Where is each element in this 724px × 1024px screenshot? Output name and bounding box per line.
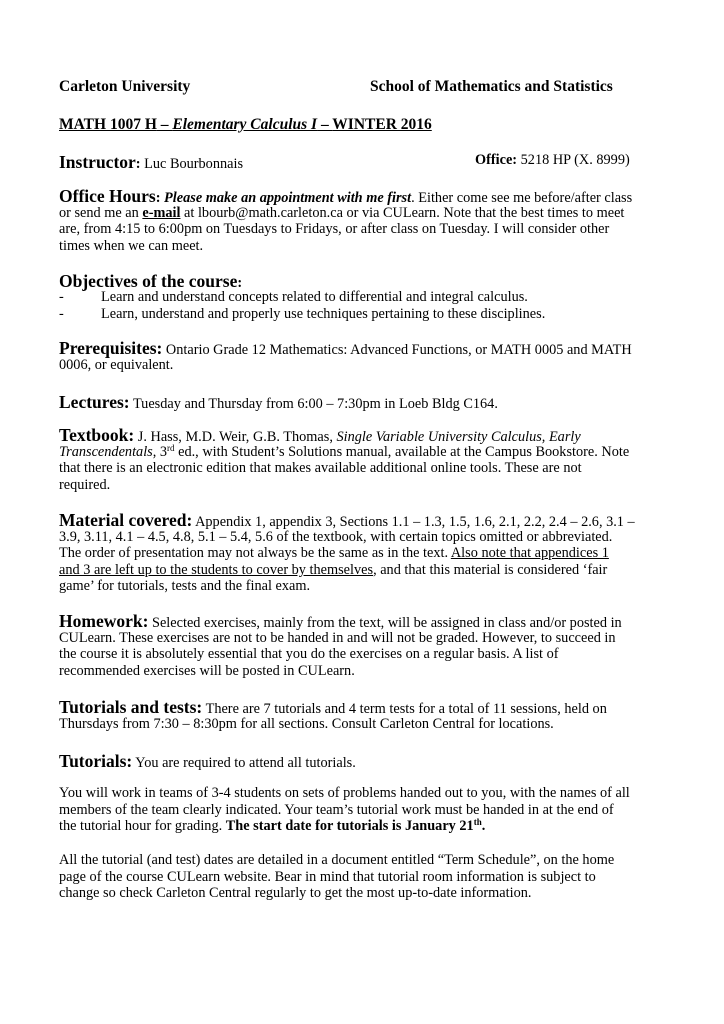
textbook-title: Single Variable University Calculus, Early xyxy=(336,429,581,445)
instructor-name: Luc Bourbonnais xyxy=(140,156,244,172)
course-term: WINTER 2016 xyxy=(332,116,432,133)
prerequisites-line-1 xyxy=(59,340,639,357)
tutorials-tests-label: Tutorials and tests: xyxy=(59,697,203,717)
material-line-4 xyxy=(59,562,639,579)
prerequisites-label: Prerequisites: xyxy=(59,338,163,358)
homework-label: Homework: xyxy=(59,611,149,631)
appendix-note: and 3 are left up to the students to cover by themselves xyxy=(59,561,374,578)
material-line-2: 3.9, 3.11, 4.1 – 4.5, 4.8, 5.1 – 5.4, 5.6 of the textbook, with certain topics omitted or abbreviated. xyxy=(59,528,613,545)
lectures-text: Tuesday and Thursday from 6:00 – 7:30pm in Loeb Bldg C164. xyxy=(129,396,498,412)
textbook-line-4: required. xyxy=(59,476,111,493)
textbook-line-2 xyxy=(59,444,639,461)
prerequisites-text: Ontario Grade 12 Mathematics: Advanced Functions, or MATH 0005 and MATH xyxy=(162,342,632,358)
lectures-label: Lectures: xyxy=(59,392,130,412)
material-label: Material covered: xyxy=(59,510,193,530)
textbook-section xyxy=(59,427,639,493)
textbook-title: Transcendentals xyxy=(59,443,153,460)
objective-item-2: Learn, understand and properly use techniques pertaining to these disciplines. xyxy=(101,306,546,322)
label-colon: : xyxy=(135,156,141,172)
teams-line-2: members of the team clearly indicated. Your team’s tutorial work must be handed in at the end of xyxy=(59,801,614,818)
email-link[interactable]: e-mail xyxy=(142,204,181,221)
office-line xyxy=(475,152,630,169)
appointment-note: Please make an appointment with me first xyxy=(160,190,412,206)
office-hours-text: or send me an xyxy=(59,204,143,221)
objective-bullet: - xyxy=(59,306,64,322)
tutorials-text: You are required to attend all tutorials. xyxy=(132,755,356,771)
tutorials-tests-text: There are 7 tutorials and 4 term tests for a total of 11 sessions, held on xyxy=(202,701,607,717)
homework-section xyxy=(59,613,639,679)
teams-line-1: You will work in teams of 3-4 students on sets of problems handed out to you, with the names of all xyxy=(59,785,630,801)
office-value: 5218 HP (X. 8999) xyxy=(517,152,630,168)
date-superscript: th xyxy=(473,817,482,828)
tutorials-schedule-paragraph xyxy=(59,852,639,902)
office-hours-line-1 xyxy=(59,188,639,205)
tutorials-tests-line-2: Thursdays from 7:30 – 8:30pm for all sections. Consult Carleton Central for locations. xyxy=(59,715,554,732)
homework-line-4: recommended exercises will be posted in CULearn. xyxy=(59,662,355,679)
objective-bullet: - xyxy=(59,289,64,305)
homework-line-1 xyxy=(59,613,639,630)
office-label: Office: xyxy=(475,152,518,168)
textbook-text: , 3 xyxy=(152,443,168,460)
title-dash: – xyxy=(317,116,333,133)
label-colon: : xyxy=(155,190,161,206)
textbook-text: ed., with Student’s Solutions manual, available at the Campus Bookstore. Note xyxy=(174,443,630,460)
homework-line-3: the course it is absolutely essential that you do the exercises on a regular basis. A list of xyxy=(59,646,559,663)
textbook-label: Textbook: xyxy=(59,425,135,445)
office-hours-line-3: are, from 4:15 to 6:00pm on Tuesdays to Fridays, or after class on Tuesday. I will consider other xyxy=(59,221,610,238)
material-line-5: game’ for tutorials, tests and the final exam. xyxy=(59,578,311,595)
textbook-authors: J. Hass, M.D. Weir, G.B. Thomas, xyxy=(134,429,337,445)
course-title xyxy=(59,116,432,134)
material-text: The order of presentation may not always be the same as in the text. xyxy=(59,545,451,562)
material-section xyxy=(59,512,639,595)
course-name: Elementary Calculus I xyxy=(172,116,318,133)
title-dash: – xyxy=(156,116,173,133)
lectures-section xyxy=(59,392,498,413)
homework-line-2: CULearn. These exercises are not to be handed in and will not be graded. However, to succeed in xyxy=(59,629,616,646)
schedule-line-2: page of the course CULearn website. Bear in mind that tutorial room information is subject to xyxy=(59,868,596,885)
schedule-line-3: change so check Carleton Central regularly to get the most up-to-date information. xyxy=(59,885,532,902)
office-hours-section xyxy=(59,188,639,254)
university-name: Carleton University xyxy=(59,78,191,95)
teams-line-3 xyxy=(59,818,639,835)
start-date-period: . xyxy=(481,818,486,835)
material-line-3 xyxy=(59,545,639,562)
tutorials-teams-paragraph xyxy=(59,785,639,835)
objective-item-1: Learn and understand concepts related to differential and integral calculus. xyxy=(101,289,528,305)
instructor-label: Instructor xyxy=(59,152,136,172)
tutorials-section xyxy=(59,751,356,772)
course-code: MATH 1007 H xyxy=(59,116,157,133)
homework-text: Selected exercises, mainly from the text, will be assigned in class and/or posted in xyxy=(148,615,622,631)
tutorials-tests-line-1 xyxy=(59,699,639,716)
office-hours-label: Office Hours xyxy=(59,186,156,206)
tutorials-tests-section xyxy=(59,699,639,732)
prerequisites-line-2: 0006, or equivalent. xyxy=(59,356,174,373)
office-hours-text: . Either come see me before/after class xyxy=(411,190,633,206)
material-text: , and that this material is considered ‘fair xyxy=(373,561,608,578)
start-date-note: The start date for tutorials is January 21 xyxy=(225,818,474,835)
office-hours-line-2 xyxy=(59,205,639,222)
teams-text: the tutorial hour for grading. xyxy=(59,818,226,835)
objectives-label: Objectives of the course xyxy=(59,271,238,291)
prerequisites-section xyxy=(59,340,639,373)
schedule-line-1: All the tutorial (and test) dates are detailed in a document entitled “Term Schedule”, on the home xyxy=(59,852,615,868)
school-name: School of Mathematics and Statistics xyxy=(370,78,613,95)
label-colon: : xyxy=(237,275,243,291)
appendix-note: Also note that appendices 1 xyxy=(450,545,609,562)
instructor-line xyxy=(59,152,243,173)
textbook-line-3: that there is an electronic edition that makes available additional online tools. These are not xyxy=(59,460,582,477)
tutorials-label: Tutorials: xyxy=(59,751,133,771)
material-line-1 xyxy=(59,512,639,529)
office-hours-text: at lbourb@math.carleton.ca or via CULearn. Note that the best times to meet xyxy=(180,204,625,221)
textbook-line-1 xyxy=(59,427,639,444)
office-hours-line-4: times when we can meet. xyxy=(59,237,204,254)
material-text: Appendix 1, appendix 3, Sections 1.1 – 1.3, 1.5, 1.6, 2.1, 2.2, 2.4 – 2.6, 3.1 – xyxy=(192,514,635,530)
edition-superscript: rd xyxy=(167,442,175,453)
